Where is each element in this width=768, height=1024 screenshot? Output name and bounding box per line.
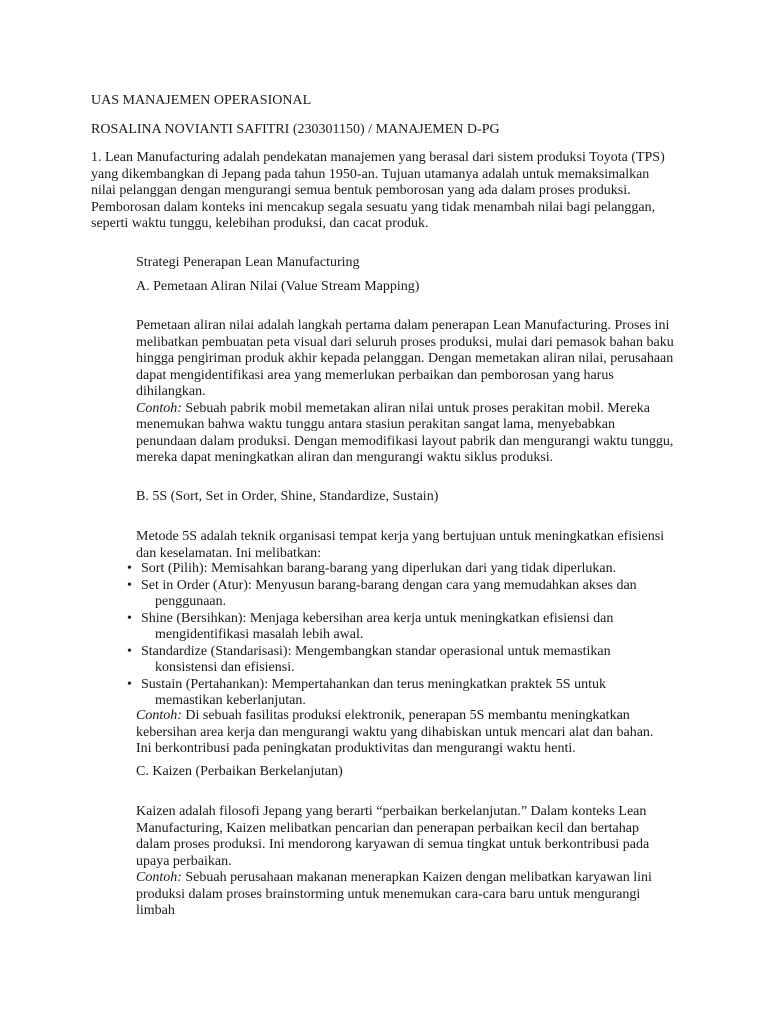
list-item-text-continued: mengidentifikasi masalah lebih awal.: [155, 627, 364, 642]
list-item: [127, 578, 647, 611]
section-b-intro: Metode 5S adalah teknik organisasi tempat kerja yang bertujuan untuk meningkatkan efisiensi dan keselamatan. Ini melibatkan:: [136, 529, 665, 561]
bullet-icon: •: [127, 561, 132, 576]
list-item: [127, 677, 647, 710]
section-c-paragraph: Kaizen adalah filosofi Jepang yang berarti “perbaikan berkelanjutan.” Dalam konteks Lean Manufacturing, Kaizen melibatkan pencarian dan penerapan perbaikan kecil dan bertahap dalam proses produksi. Ini mendorong karyawan di semua tingkat untuk berkontribusi pada upaya perbaikan.: [136, 804, 650, 869]
example-label: Contoh:: [136, 708, 182, 723]
example-label: Contoh:: [136, 400, 182, 416]
list-item: [127, 644, 647, 677]
list-item-text: Set in Order (Atur): Menyusun barang-barang dengan cara yang memudahkan akses dan: [141, 577, 637, 593]
section-b-heading: B. 5S (Sort, Set in Order, Shine, Standardize, Sustain): [136, 489, 439, 504]
list-item-text: Sort (Pilih): Memisahkan barang-barang yang diperlukan dari yang tidak diperlukan.: [141, 561, 617, 576]
section-a-example: [136, 401, 676, 467]
bullet-icon: •: [127, 643, 132, 659]
section-b-example: [136, 708, 666, 758]
list-item-text: Sustain (Pertahankan): Mempertahankan dan terus meningkatkan praktek 5S untuk: [141, 676, 606, 692]
question-1-paragraph: 1. Lean Manufacturing adalah pendekatan manajemen yang berasal dari sistem produksi Toyota (TPS) yang dikembangkan di Jepang pada tahun 1950-an. Tujuan utamanya adalah untuk memaksimalkan nilai pelanggan dengan mengurangi semua bentuk pemborosan yang ada dalam proses produksi. Pemborosan dalam konteks ini mencakup segala sesuatu yang tidak menambah nilai bagi pelanggan, seperti waktu tunggu, kelebihan produksi, dan cacat produk.: [91, 150, 665, 231]
five-s-list: [127, 561, 647, 710]
list-item-text: Standardize (Standarisasi): Mengembangkan standar operasional untuk memastikan: [141, 643, 611, 659]
section-a-heading: A. Pemetaan Aliran Nilai (Value Stream Mapping): [136, 279, 420, 294]
section-a-body: [136, 318, 676, 467]
document-title: UAS MANAJEMEN OPERASIONAL: [91, 93, 312, 108]
section-c-heading: C. Kaizen (Perbaikan Berkelanjutan): [136, 764, 343, 779]
bullet-icon: •: [127, 676, 132, 692]
example-text: Di sebuah fasilitas produksi elektronik, penerapan 5S membantu meningkatkan kebersihan area kerja dan mengurangi waktu yang dihabiskan untuk mencari alat dan bahan. Ini berkontribusi pada peningkatan produktivitas dan mengurangi waktu henti.: [136, 708, 654, 756]
list-item-text-continued: memastikan keberlanjutan.: [155, 693, 306, 708]
section-c-example: [136, 870, 676, 920]
bullet-icon: •: [127, 610, 132, 626]
example-text: Sebuah pabrik mobil memetakan aliran nilai untuk proses perakitan mobil. Mereka menemukan bahwa waktu tunggu antara stasiun perakitan sangat lama, menyebabkan penundaan dalam produksi. Dengan memodifikasi layout pabrik dan mengurangi waktu tunggu, mereka dapat meningkatkan aliran dan mengurangi waktu siklus produksi.: [136, 400, 674, 465]
section-a-paragraph: Pemetaan aliran nilai adalah langkah pertama dalam penerapan Lean Manufacturing. Proses ini melibatkan pembuatan peta visual dari seluruh proses produksi, mulai dari pemasok bahan baku hingga pengiriman produk akhir kepada pelanggan. Dengan memetakan aliran nilai, perusahaan dapat mengidentifikasi area yang memerlukan perbaikan dan pemborosan yang harus dihilangkan.: [136, 318, 674, 399]
section-c-body: [136, 804, 676, 920]
author-line: ROSALINA NOVIANTI SAFITRI (230301150) / MANAJEMEN D-PG: [91, 122, 500, 137]
list-item-text-continued: penggunaan.: [155, 594, 227, 609]
list-item: [127, 561, 647, 578]
strategy-title: Strategi Penerapan Lean Manufacturing: [136, 255, 360, 270]
example-label: Contoh:: [136, 870, 182, 885]
list-item: [127, 611, 647, 644]
example-text: Sebuah perusahaan makanan menerapkan Kaizen dengan melibatkan karyawan lini produksi dalam proses brainstorming untuk menemukan cara-cara baru untuk mengurangi limbah: [136, 870, 652, 918]
list-item-text-continued: konsistensi dan efisiensi.: [155, 660, 295, 675]
list-item-text: Shine (Bersihkan): Menjaga kebersihan area kerja untuk meningkatkan efisiensi dan: [141, 610, 614, 626]
bullet-icon: •: [127, 577, 132, 593]
